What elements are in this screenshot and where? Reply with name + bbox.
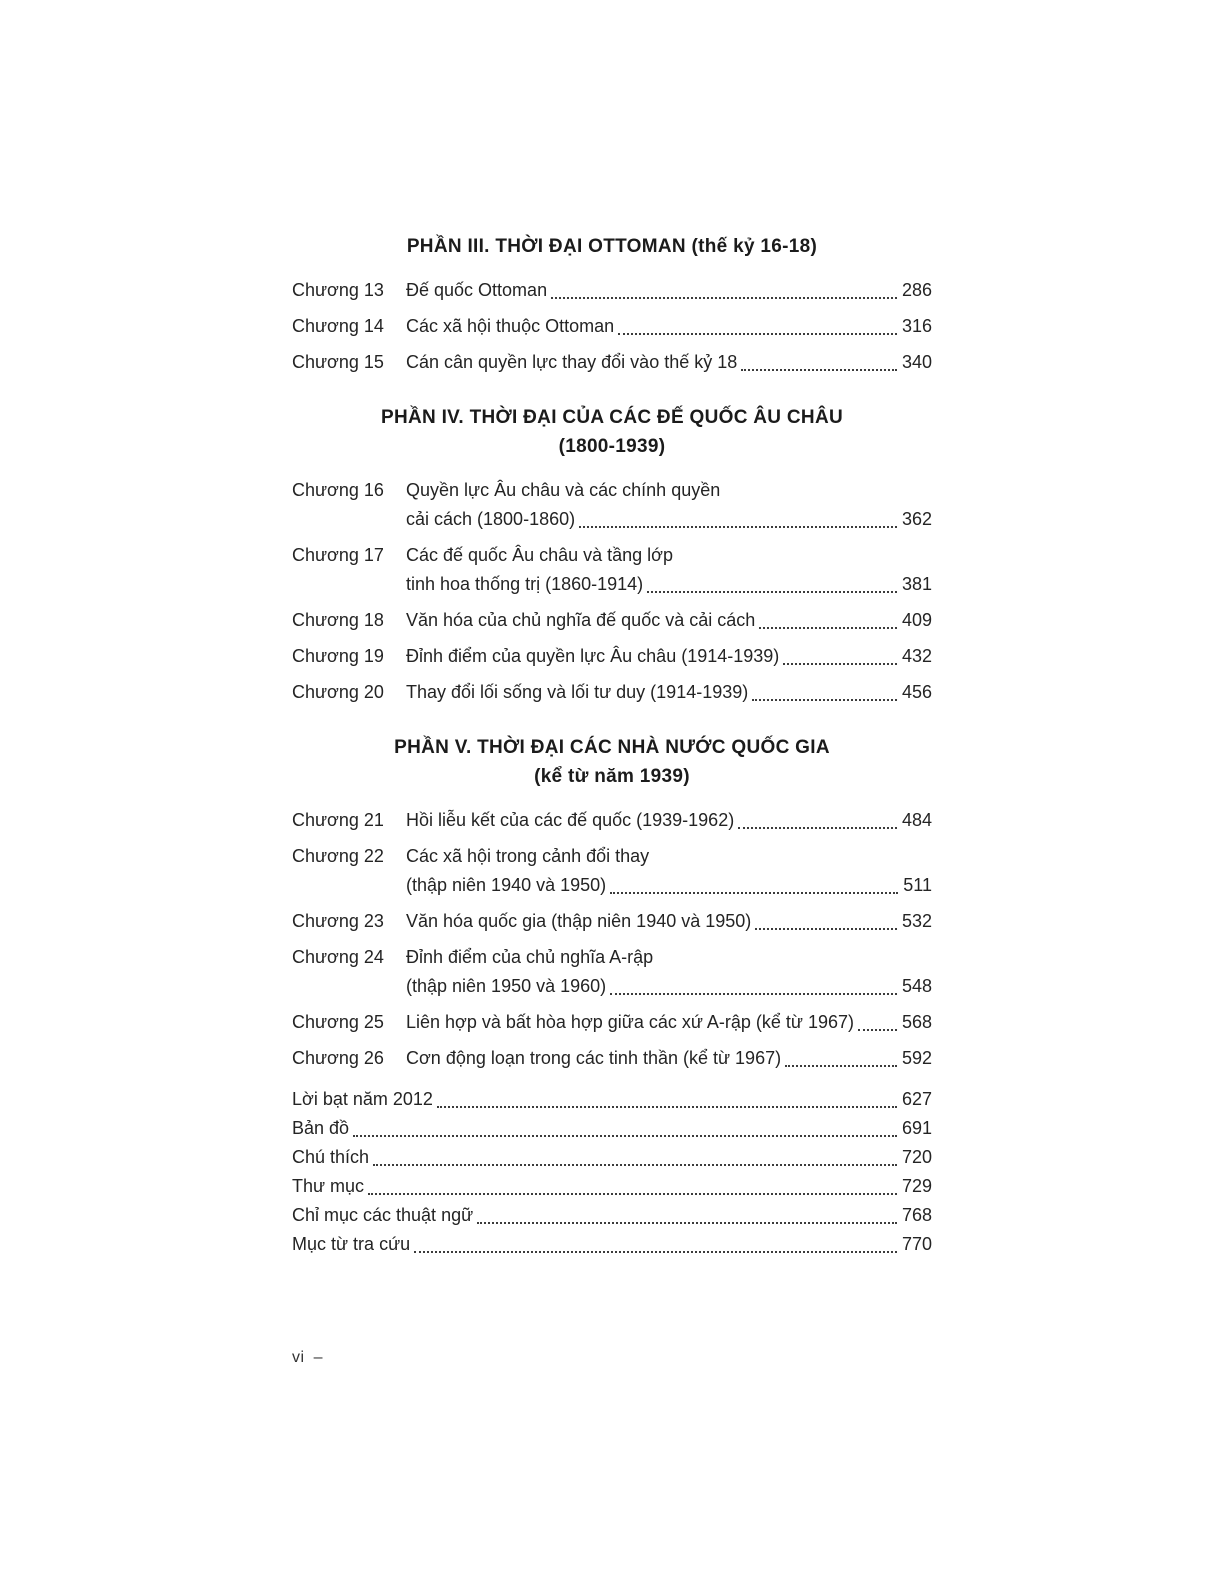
page-number: 381: [901, 574, 932, 594]
page-number: 432: [901, 646, 932, 666]
backmatter-entry: [292, 1172, 932, 1201]
dot-leader: [373, 1164, 897, 1166]
chapter-title: Cơn động loạn trong các tinh thần (kể từ 1967): [406, 1048, 782, 1068]
dot-leader: [858, 1029, 897, 1031]
toc-section: [292, 403, 932, 707]
entry-line: [406, 1008, 932, 1037]
page-number: 316: [901, 316, 932, 336]
dot-leader: [647, 591, 897, 593]
chapter-label: Chương 22: [292, 846, 384, 866]
page-number: 532: [901, 911, 932, 931]
page-number: 548: [901, 976, 932, 996]
chapter-label: Chương 26: [292, 1048, 384, 1068]
section-title-line: (kể từ năm 1939): [534, 766, 690, 787]
dot-leader: [741, 369, 897, 371]
backmatter-title: Bản đồ: [292, 1118, 350, 1138]
entry-lines: [406, 642, 932, 671]
page-number: 340: [901, 352, 932, 372]
chapter-label: Chương 15: [292, 352, 384, 372]
table-of-contents: [292, 232, 932, 1259]
chapter-title: (thập niên 1950 và 1960): [406, 976, 607, 996]
page-number: 484: [901, 810, 932, 830]
dot-leader: [618, 333, 897, 335]
entry-line: [406, 348, 932, 377]
entry-line: [406, 505, 932, 534]
backmatter-entry: [292, 1230, 932, 1259]
chapter-title: Hồi liễu kết của các đế quốc (1939-1962): [406, 810, 735, 830]
entry-line: [406, 1044, 932, 1073]
chapter-title: cải cách (1800-1860): [406, 509, 576, 529]
page-number: 286: [901, 280, 932, 300]
chapter-title: Đỉnh điểm của chủ nghĩa A-rập: [406, 947, 654, 967]
chapter-label: Chương 14: [292, 316, 384, 336]
toc-entry: [292, 1008, 932, 1037]
section-title: [292, 232, 932, 261]
entry-lines: [406, 1044, 932, 1073]
page-number: 729: [901, 1176, 932, 1196]
chapter-title: tinh hoa thống trị (1860-1914): [406, 574, 644, 594]
backmatter-title: Thư mục: [292, 1176, 365, 1196]
entry-lines: [406, 1008, 932, 1037]
entry-lines: [406, 312, 932, 341]
page-number: 770: [901, 1234, 932, 1254]
backmatter-entry: [292, 1114, 932, 1143]
entry-line: [406, 570, 932, 599]
entry-line: [406, 842, 932, 871]
chapter-label: Chương 23: [292, 911, 384, 931]
chapter-title: Các xã hội thuộc Ottoman: [406, 316, 615, 336]
entry-lines: [406, 541, 932, 599]
dot-leader: [551, 297, 897, 299]
entry-line: [406, 276, 932, 305]
page-number: 627: [901, 1089, 932, 1109]
page-number: 568: [901, 1012, 932, 1032]
entry-line: [406, 806, 932, 835]
chapter-label: Chương 17: [292, 545, 384, 565]
toc-entry: [292, 907, 932, 936]
backmatter-title: Lời bạt năm 2012: [292, 1089, 433, 1109]
dot-leader: [759, 627, 897, 629]
entry-line: [406, 972, 932, 1001]
chapter-title: Các xã hội trong cảnh đổi thay: [406, 846, 650, 866]
chapter-label: Chương 25: [292, 1012, 384, 1032]
entry-line: [406, 871, 932, 900]
chapter-label: Chương 19: [292, 646, 384, 666]
chapter-title: Đế quốc Ottoman: [406, 280, 548, 300]
section-title-line: PHẦN V. THỜI ĐẠI CÁC NHÀ NƯỚC QUỐC GIA: [394, 737, 830, 758]
toc-entry: [292, 1044, 932, 1073]
toc-entry: [292, 476, 932, 534]
section-title-line: (1800-1939): [558, 436, 666, 457]
entry-lines: [406, 348, 932, 377]
chapter-label: Chương 13: [292, 280, 384, 300]
entry-line: [406, 541, 932, 570]
section-title: [292, 733, 932, 791]
page-number: 409: [901, 610, 932, 630]
toc-entry: [292, 842, 932, 900]
entry-lines: [406, 276, 932, 305]
toc-entry: [292, 348, 932, 377]
toc-entry: [292, 606, 932, 635]
chapter-title: Liên hợp và bất hòa hợp giữa các xứ A-rập (kể từ 1967): [406, 1012, 855, 1032]
entry-line: [406, 476, 932, 505]
entry-line: [406, 642, 932, 671]
entry-lines: [406, 943, 932, 1001]
entry-line: [406, 606, 932, 635]
page-number: 362: [901, 509, 932, 529]
chapter-title: Đỉnh điểm của quyền lực Âu châu (1914-1939): [406, 646, 780, 666]
toc-section: [292, 733, 932, 1073]
entry-lines: [406, 907, 932, 936]
page-number: 768: [901, 1205, 932, 1225]
chapter-label: Chương 20: [292, 682, 384, 702]
chapter-title: Văn hóa quốc gia (thập niên 1940 và 1950): [406, 911, 752, 931]
chapter-label: Chương 18: [292, 610, 384, 630]
entry-line: [406, 943, 932, 972]
folio-page-number: vi: [292, 1349, 305, 1366]
chapter-title: Các đế quốc Âu châu và tầng lớp: [406, 545, 673, 565]
dot-leader: [368, 1193, 897, 1195]
page-footer: [292, 1349, 323, 1367]
entry-lines: [406, 806, 932, 835]
toc-entry: [292, 642, 932, 671]
dot-leader: [785, 1065, 897, 1067]
entry-lines: [406, 476, 932, 534]
entry-line: [406, 678, 932, 707]
backmatter-title: Chú thích: [292, 1147, 370, 1167]
toc-entry: [292, 943, 932, 1001]
dot-leader: [738, 827, 897, 829]
dot-leader: [414, 1251, 897, 1253]
backmatter-entry: [292, 1143, 932, 1172]
backmatter-entry: [292, 1085, 932, 1114]
chapter-title: Cán cân quyền lực thay đổi vào thế kỷ 18: [406, 352, 738, 372]
chapter-title: (thập niên 1940 và 1950): [406, 875, 607, 895]
chapter-title: Thay đổi lối sống và lối tư duy (1914-1939): [406, 682, 749, 702]
folio-dash: –: [313, 1349, 323, 1366]
dot-leader: [755, 928, 897, 930]
chapter-label: Chương 16: [292, 480, 384, 500]
backmatter-title: Mục từ tra cứu: [292, 1234, 411, 1254]
page-number: 511: [903, 875, 932, 895]
dot-leader: [579, 526, 897, 528]
entry-lines: [406, 842, 932, 900]
chapter-title: Quyền lực Âu châu và các chính quyền: [406, 480, 721, 500]
page-number: 592: [901, 1048, 932, 1068]
dot-leader: [610, 993, 897, 995]
page-number: 456: [901, 682, 932, 702]
toc-entry: [292, 312, 932, 341]
toc-entry: [292, 276, 932, 305]
dot-leader: [477, 1222, 897, 1224]
entry-line: [406, 907, 932, 936]
dot-leader: [353, 1135, 897, 1137]
backmatter-entry: [292, 1201, 932, 1230]
backmatter-title: Chỉ mục các thuật ngữ: [292, 1205, 474, 1225]
toc-entry: [292, 541, 932, 599]
toc-backmatter: [292, 1085, 932, 1259]
entry-lines: [406, 606, 932, 635]
page-number: 691: [901, 1118, 932, 1138]
dot-leader: [752, 699, 897, 701]
toc-section: [292, 232, 932, 377]
dot-leader: [610, 892, 898, 894]
chapter-label: Chương 21: [292, 810, 384, 830]
entry-lines: [406, 678, 932, 707]
page-number: 720: [901, 1147, 932, 1167]
toc-entry: [292, 678, 932, 707]
chapter-title: Văn hóa của chủ nghĩa đế quốc và cải cách: [406, 610, 756, 630]
section-title-line: PHẦN III. THỜI ĐẠI OTTOMAN (thế kỷ 16-18): [406, 236, 818, 257]
section-title: [292, 403, 932, 461]
chapter-label: Chương 24: [292, 947, 384, 967]
dot-leader: [783, 663, 897, 665]
section-title-line: PHẦN IV. THỜI ĐẠI CỦA CÁC ĐẾ QUỐC ÂU CHÂU: [380, 407, 843, 428]
toc-sections: [292, 232, 932, 1073]
toc-entry: [292, 806, 932, 835]
entry-line: [406, 312, 932, 341]
dot-leader: [437, 1106, 897, 1108]
